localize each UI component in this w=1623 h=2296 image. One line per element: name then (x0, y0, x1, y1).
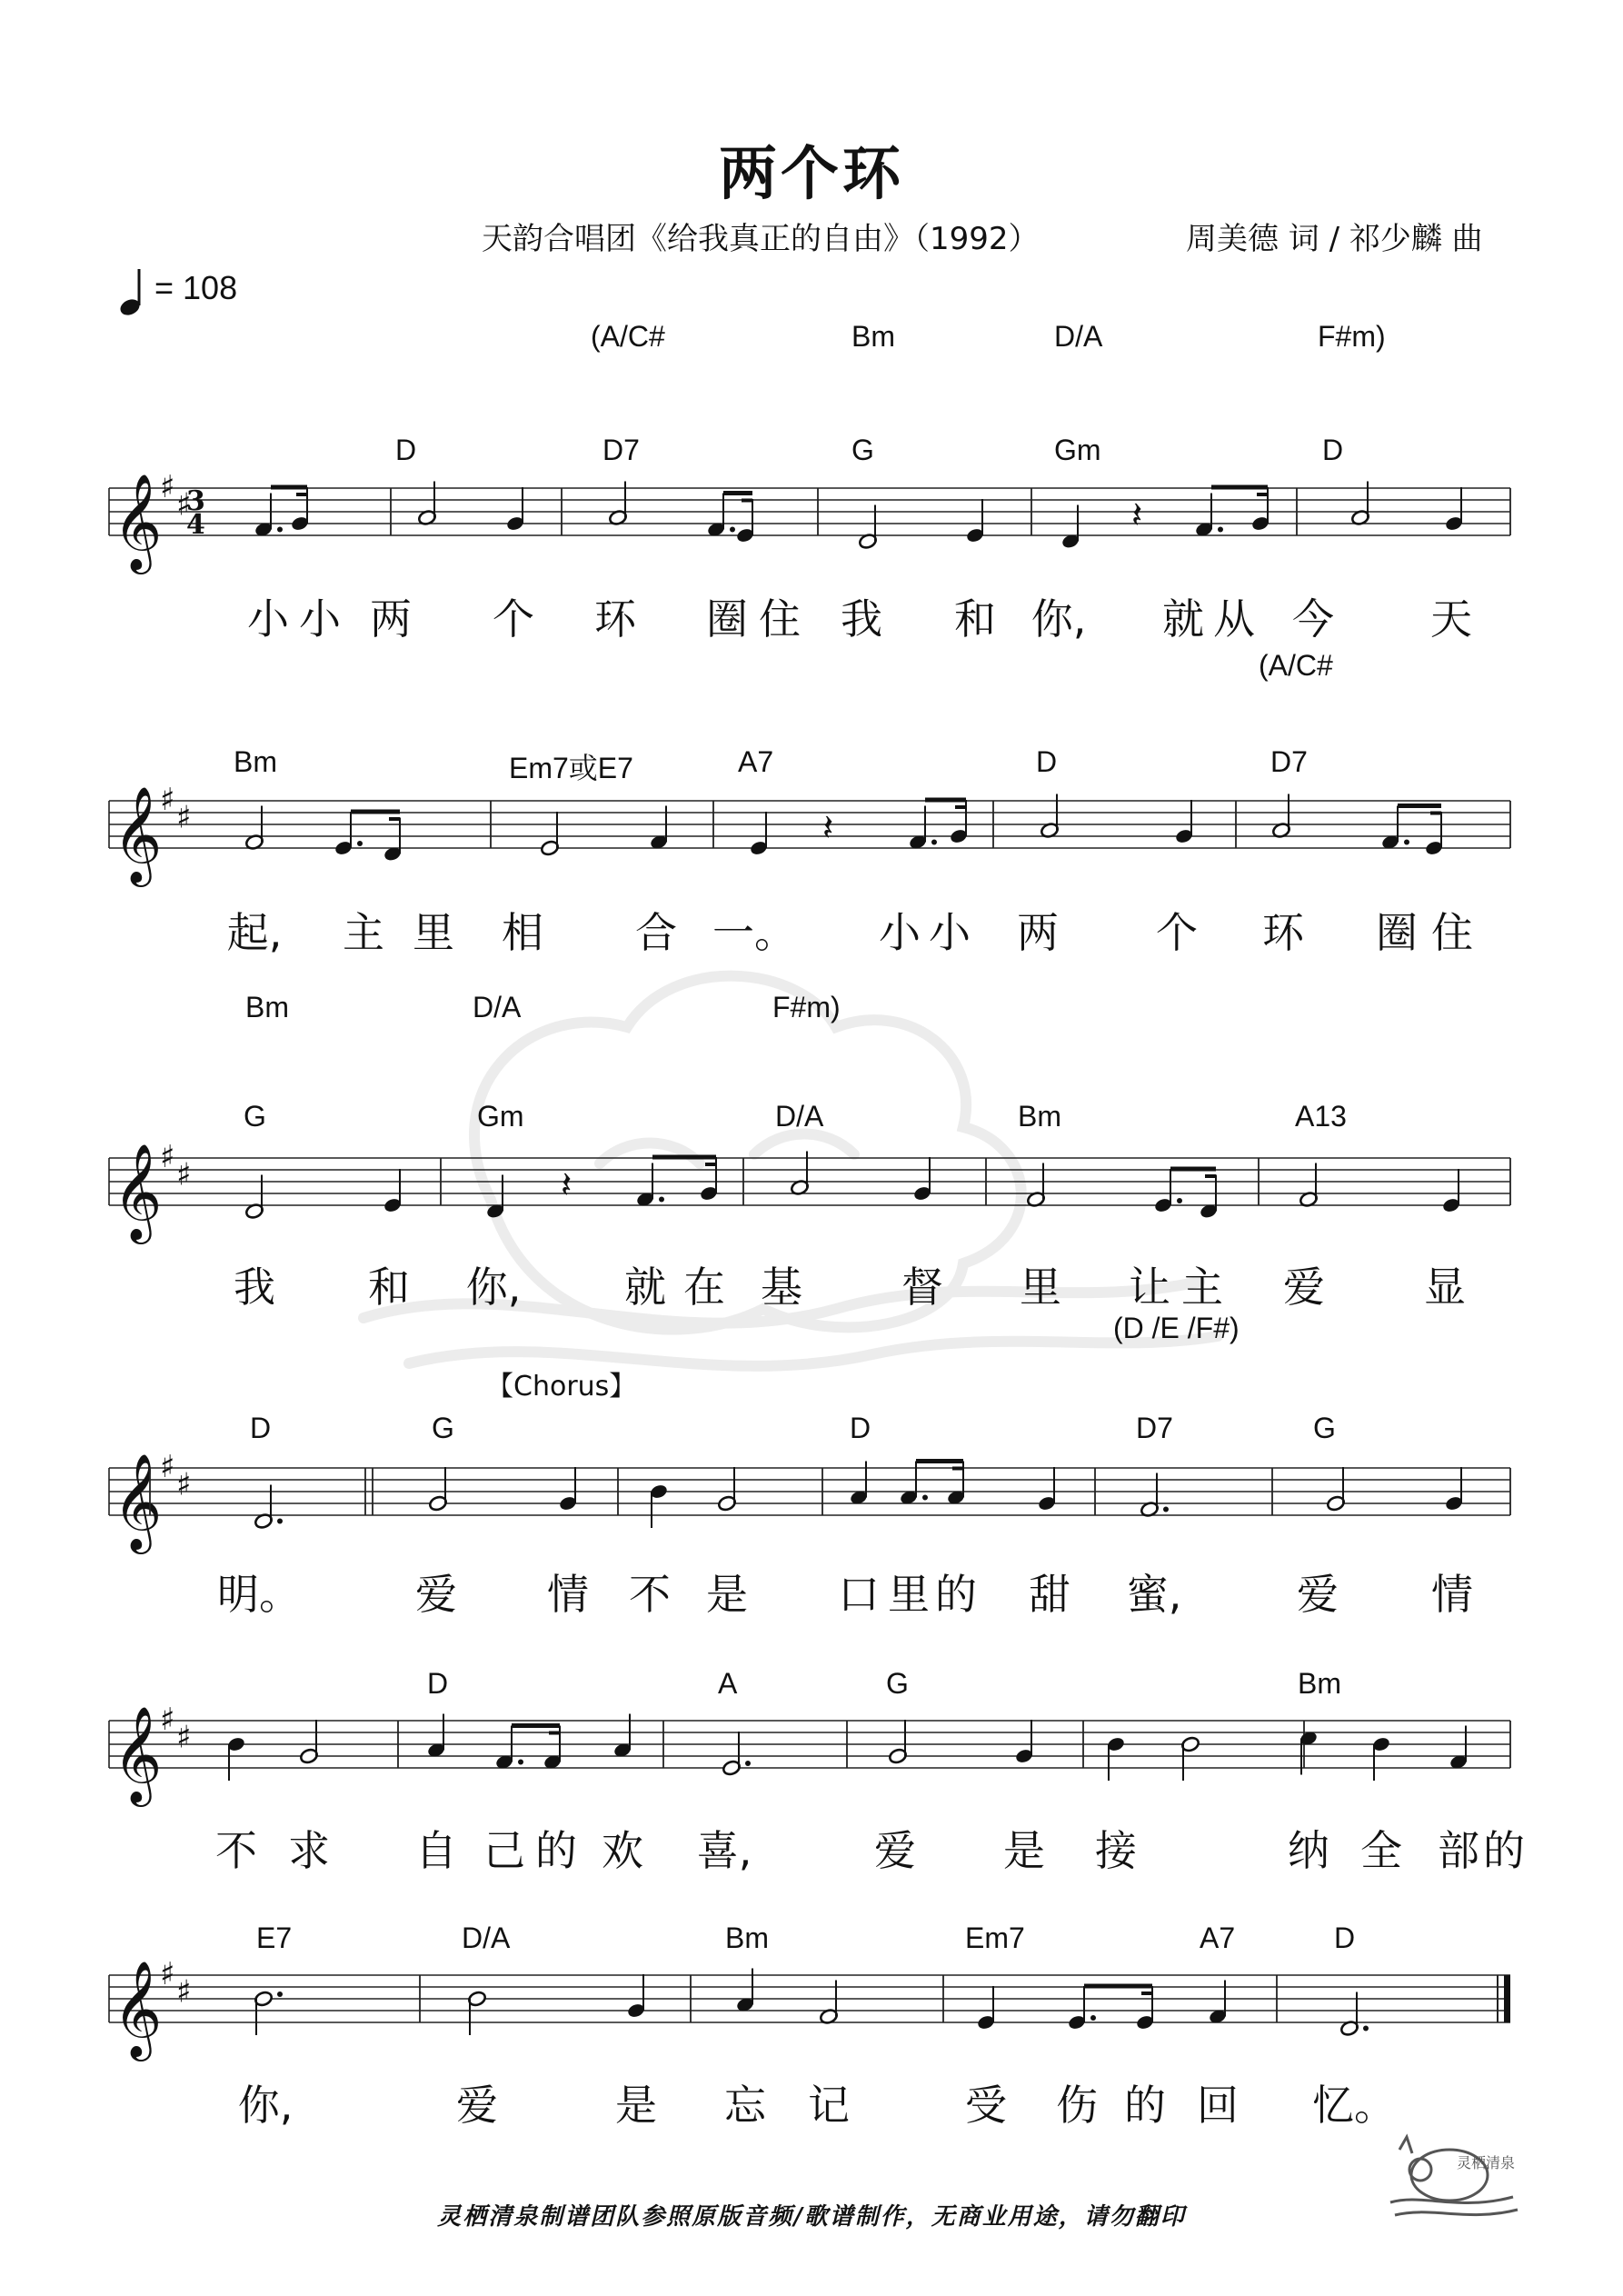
alternate-chord-symbol: (A/C# (1259, 649, 1333, 682)
chord-symbol: D (395, 434, 417, 466)
augmentation-dot (730, 527, 735, 533)
lyric-syllable: 你, (465, 1263, 522, 1312)
alternate-chord-symbol: D/A (1054, 320, 1103, 353)
chord-symbol: Bm (234, 745, 277, 778)
augmentation-dot (931, 840, 937, 845)
lyric-syllable: 爱 (456, 2081, 498, 2130)
chord-symbol: Gm (1054, 434, 1101, 466)
lyric-syllable: 受 (965, 2081, 1007, 2130)
lyric-syllable: 情 (1431, 1570, 1473, 1619)
svg-text:灵栖清泉: 灵栖清泉 (1457, 2154, 1516, 2171)
lyric-syllable: 爱 (874, 1826, 916, 1875)
lyric-syllable: 爱 (415, 1570, 457, 1619)
lyric-syllable: 的 (935, 1570, 977, 1619)
chord-symbol: G (1313, 1412, 1336, 1444)
lyric-syllable: 喜, (696, 1826, 752, 1875)
lyric-syllable: 两 (1017, 908, 1059, 957)
lyric-syllable: 己 (483, 1826, 525, 1875)
lyric-syllable: 里 (413, 908, 454, 957)
augmentation-dot (277, 1519, 283, 1524)
chord-symbol: D/A (462, 1922, 511, 1954)
lyric-syllable: 是 (706, 1570, 748, 1619)
lyric-syllable: 环 (594, 594, 636, 644)
lyric-syllable: 主 (1181, 1263, 1223, 1312)
chord-symbol: A13 (1295, 1100, 1347, 1133)
lyric-syllable: 明。 (217, 1570, 301, 1619)
alternate-chord-symbol: F#m) (1318, 320, 1386, 353)
chord-symbol: D (1334, 1922, 1356, 1954)
sharp-f-icon: ♯ (160, 782, 175, 818)
chord-symbol: D7 (1136, 1412, 1173, 1444)
chord-symbol: D/A (775, 1100, 824, 1133)
chord-symbol: D (427, 1667, 449, 1700)
lyric-syllable: 爱 (1283, 1263, 1325, 1312)
sharp-f-icon: ♯ (160, 469, 175, 505)
lyric-syllable: 就 (624, 1263, 666, 1312)
lyric-syllable: 住 (759, 594, 801, 644)
lyric-syllable: 我 (841, 594, 882, 644)
lyric-syllable: 不 (215, 1826, 257, 1875)
augmentation-dot (922, 1495, 928, 1501)
lyric-syllable: 督 (901, 1263, 943, 1312)
chord-symbol: D7 (602, 434, 640, 466)
lyric-syllable: 小 (299, 594, 341, 644)
lyric-syllable: 蜜, (1126, 1570, 1182, 1619)
sharp-c-icon: ♯ (176, 1466, 192, 1503)
copyright-footer: 灵栖清泉制谱团队参照原版音频/歌谱制作，无商业用途，请勿翻印 (437, 2203, 1186, 2231)
chord-symbol: D (250, 1412, 272, 1444)
sharp-f-icon: ♯ (160, 1956, 175, 1992)
sharp-f-icon: ♯ (160, 1702, 175, 1738)
augmentation-dot (277, 1992, 283, 1997)
lyric-syllable: 让 (1129, 1263, 1170, 1312)
lyric-syllable: 就 (1162, 594, 1204, 644)
time-signature-top: 3 (186, 485, 205, 517)
augmentation-dot (1177, 1198, 1182, 1203)
augmentation-dot (1163, 1507, 1169, 1512)
lyric-syllable: 全 (1360, 1826, 1402, 1875)
treble-clef-icon: 𝄞 (113, 1960, 163, 2057)
augmentation-dot (357, 841, 363, 846)
lyric-syllable: 的 (1483, 1826, 1525, 1875)
lyric-syllable: 从 (1213, 594, 1255, 644)
chorus-section-label: 【Chorus】 (486, 1371, 637, 1403)
lyric-syllable: 个 (493, 594, 534, 644)
lyric-syllable: 小 (879, 908, 921, 957)
lingqi-logo-icon (1386, 2131, 1522, 2222)
alternate-chord-symbol: (D /E /F#) (1113, 1312, 1240, 1344)
chord-symbol: D (850, 1412, 871, 1444)
chord-symbol: D (1322, 434, 1344, 466)
chord-symbol: D (1036, 745, 1058, 778)
lyric-syllable: 起, (226, 908, 283, 957)
lyric-syllable: 的 (1124, 2081, 1166, 2130)
quarter-rest-icon: 𝄽 (822, 807, 834, 849)
alternate-chord-symbol: D/A (473, 991, 522, 1023)
alternate-chord-symbol: F#m) (772, 991, 841, 1023)
lyric-syllable: 不 (629, 1570, 671, 1619)
lyric-syllable: 一。 (712, 908, 796, 957)
quarter-rest-icon: 𝄽 (561, 1164, 573, 1206)
augmentation-dot (1404, 840, 1409, 845)
lyric-syllable: 显 (1424, 1263, 1466, 1312)
chord-symbol: G (886, 1667, 909, 1700)
alternate-chord-symbol: Bm (245, 991, 289, 1023)
sharp-c-icon: ♯ (176, 1973, 192, 2011)
lyric-syllable: 你, (237, 2081, 294, 2130)
tempo-marking: = 108 (154, 269, 238, 306)
sharp-c-icon: ♯ (176, 1156, 192, 1193)
lyric-syllable: 里 (1020, 1263, 1061, 1312)
lyric-syllable: 求 (288, 1826, 330, 1875)
lyric-syllable: 伤 (1056, 2081, 1098, 2130)
lyric-syllable: 你, (1031, 594, 1087, 644)
augmentation-dot (518, 1760, 523, 1765)
song-title: 两个环 (719, 141, 904, 208)
lyric-syllable: 口 (838, 1570, 880, 1619)
lyric-syllable: 是 (1003, 1826, 1045, 1875)
augmentation-dot (659, 1197, 664, 1203)
treble-clef-icon: 𝄞 (113, 1143, 163, 1240)
sharp-c-icon: ♯ (176, 799, 192, 836)
chord-symbol: G (851, 434, 874, 466)
lyric-syllable: 基 (761, 1263, 802, 1312)
lyric-syllable: 圈 (1376, 908, 1418, 957)
sharp-f-icon: ♯ (160, 1139, 175, 1175)
chord-symbol: A7 (738, 745, 774, 778)
time-signature-bottom: 4 (186, 509, 205, 541)
chord-symbol: Bm (1018, 1100, 1061, 1133)
lyric-syllable: 圈 (706, 594, 748, 644)
lyric-syllable: 的 (535, 1826, 577, 1875)
lyric-syllable: 小 (247, 594, 289, 644)
lyric-syllable: 和 (954, 594, 996, 644)
augmentation-dot (277, 527, 283, 533)
augmentation-dot (1218, 527, 1223, 533)
lyric-syllable: 两 (370, 594, 412, 644)
sharp-c-icon: ♯ (176, 1719, 192, 1756)
lyric-syllable: 和 (368, 1263, 410, 1312)
lyric-syllable: 天 (1430, 594, 1472, 644)
chord-symbol: A (718, 1667, 738, 1700)
lyric-syllable: 相 (502, 908, 543, 957)
chord-symbol: G (244, 1100, 266, 1133)
lyric-syllable: 回 (1197, 2081, 1239, 2130)
treble-clef-icon: 𝄞 (113, 1452, 163, 1550)
chord-symbol: A7 (1200, 1922, 1236, 1954)
treble-clef-icon: 𝄞 (113, 785, 163, 883)
lyric-syllable: 爱 (1297, 1570, 1339, 1619)
chord-symbol: G (432, 1412, 454, 1444)
lyric-syllable: 忆。 (1312, 2081, 1396, 2130)
lyric-syllable: 部 (1438, 1826, 1479, 1875)
augmentation-dot (1363, 2026, 1369, 2031)
album-info: 天韵合唱团《给我真正的自由》（1992） (482, 221, 1040, 257)
augmentation-dot (745, 1761, 751, 1766)
chord-symbol: Em7 (965, 1922, 1025, 1954)
lyric-syllable: 甜 (1029, 1570, 1070, 1619)
lyric-syllable: 情 (547, 1570, 589, 1619)
alternate-chord-symbol: (A/C# (591, 320, 665, 353)
lyric-syllable: 里 (888, 1570, 930, 1619)
treble-clef-icon: 𝄞 (113, 473, 163, 570)
chord-symbol: Gm (477, 1100, 524, 1133)
lyric-syllable: 今 (1292, 594, 1334, 644)
chord-symbol: Bm (1298, 1667, 1341, 1700)
chord-symbol: Em7或E7 (509, 752, 633, 784)
sharp-c-icon: ♯ (176, 486, 192, 524)
lyric-syllable: 主 (343, 908, 384, 957)
lyric-syllable: 记 (808, 2081, 850, 2130)
lyric-syllable: 自 (415, 1826, 457, 1875)
chord-symbol: Bm (725, 1922, 769, 1954)
augmentation-dot (1090, 2015, 1096, 2021)
treble-clef-icon: 𝄞 (113, 1705, 163, 1802)
quarter-rest-icon: 𝄽 (1131, 494, 1143, 536)
lyric-syllable: 欢 (602, 1826, 643, 1875)
lyric-syllable: 纳 (1288, 1826, 1329, 1875)
lyric-syllable: 在 (683, 1263, 725, 1312)
sharp-f-icon: ♯ (160, 1449, 175, 1485)
lyric-syllable: 住 (1431, 908, 1473, 957)
chord-symbol: E7 (256, 1922, 293, 1954)
alternate-chord-symbol: Bm (851, 320, 895, 353)
final-barline-thick (1504, 1975, 1510, 2022)
lyric-syllable: 我 (234, 1263, 275, 1312)
lyric-syllable: 合 (635, 908, 677, 957)
lyric-syllable: 忘 (724, 2081, 766, 2130)
song-credits: 周美德 词 / 祁少麟 曲 (1186, 221, 1483, 257)
lyric-syllable: 环 (1262, 908, 1304, 957)
lyric-syllable: 个 (1156, 908, 1198, 957)
lyric-syllable: 小 (929, 908, 971, 957)
chord-symbol: D7 (1270, 745, 1308, 778)
lyric-syllable: 接 (1095, 1826, 1137, 1875)
lyric-syllable: 是 (615, 2081, 657, 2130)
